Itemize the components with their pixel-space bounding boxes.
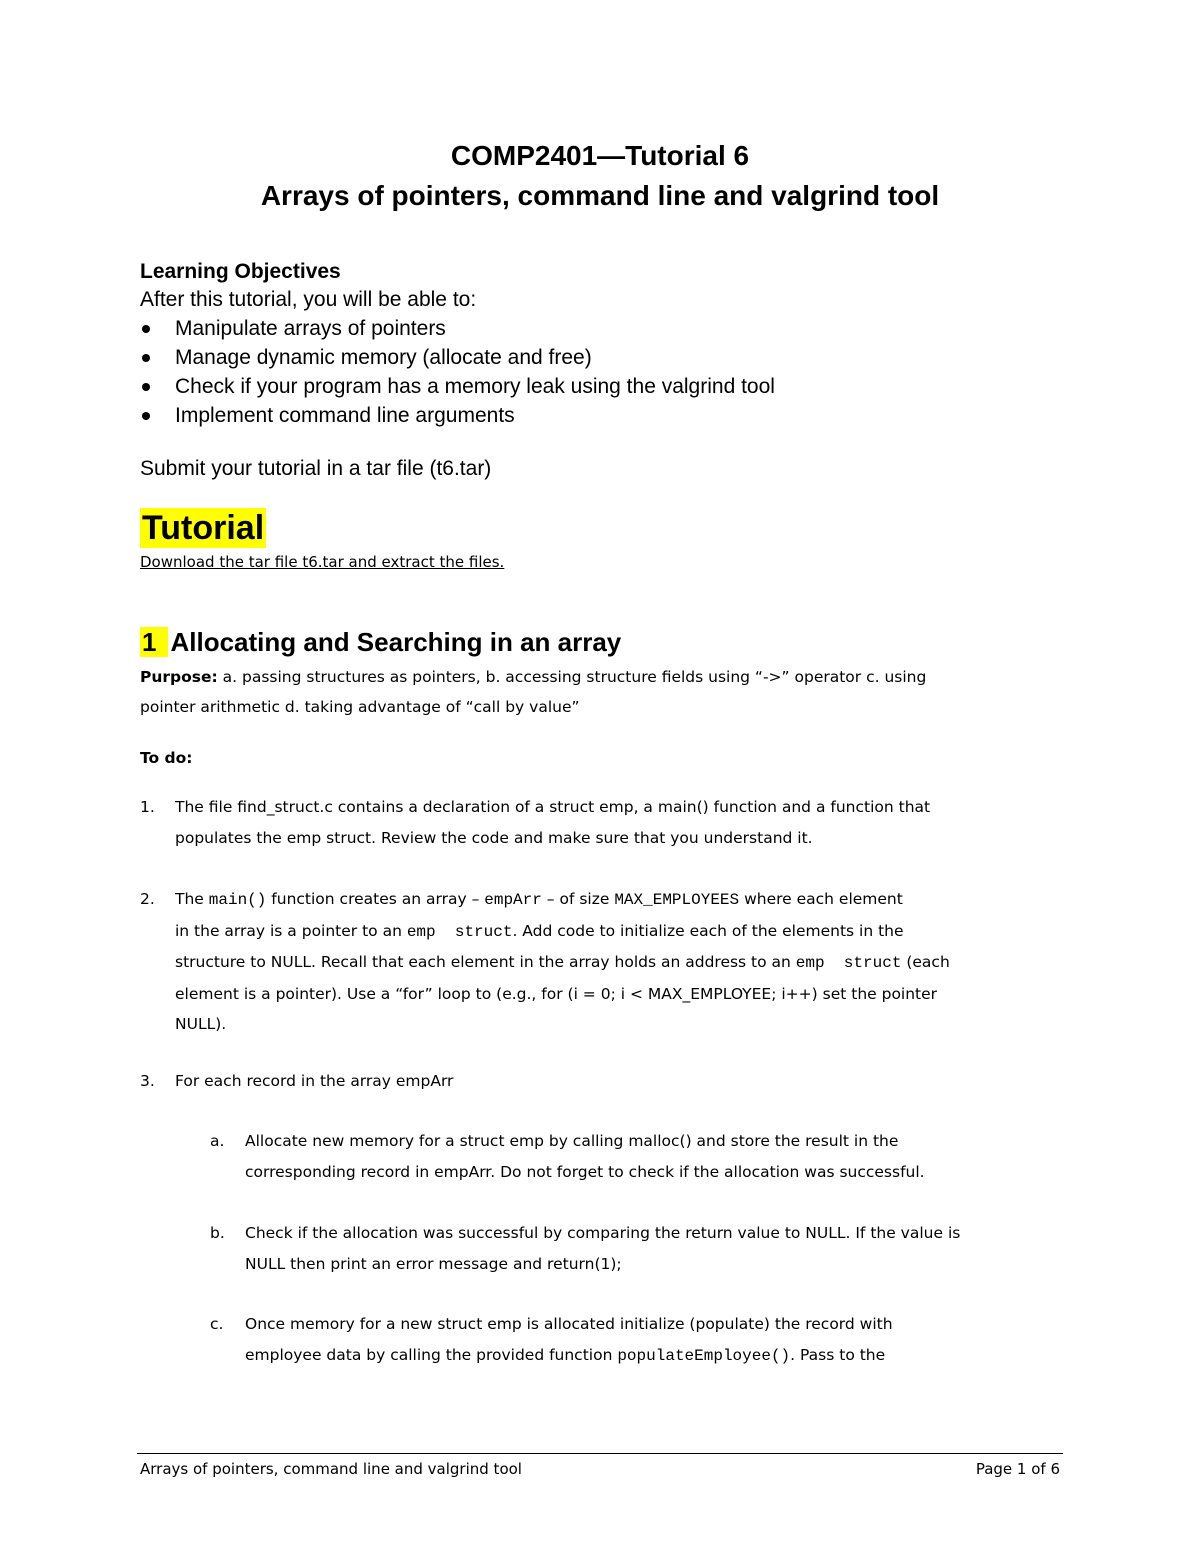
purpose-paragraph: Purpose: a. passing structures as pointers, b. accessing structure fields using “->” operator c. using pointer arithmetic d. taking advantage of “call by value” [140,668,927,716]
document-title: COMP2401—Tutorial 6 [450,140,750,171]
code-emparr: empArr [484,891,542,909]
substep-marker: a. [210,1132,225,1150]
tutorial-heading: Tutorial [142,509,265,547]
document-page: COMP2401—Tutorial 6 Arrays of pointers, command line and valgrind tool Learning Objectives After this tutorial, you will be able to: Manipulate arrays of pointers Manage dynamic memory (allocate and free) Check if your program has a memory leak using the valgrind tool Implement command line arguments Submit your tutorial in a tar file (t6.tar) Tutorial Download the tar file t6.tar and extract the files. 1 Allocating and Searching in an array Purpose: a. passing structures as pointers, b. accessing structure fields using “->” operator c. using pointer arithmetic d. taking advantage of “call by value” To do: 1. The file find_struct.c contains a declaration of a struct emp, a main() function and a function that populates the emp struct. Review the code and make sure that you understand it. 2. The main() function creates an array – empArr – of size MAX_EMPLOYEES where each element in the array is a pointer to an emp struct. Add code to initialize each of the elements in the structure to NULL. Recall that each element in the array holds an address to an emp struct (each element is a pointer). Use a “for” loop to (e.g., for (i = 0; i < MAX_EMPLOYEE; i++) set the pointer NULL). 3. For each record in the array empArr a. Allocate new memory for a struct emp by calling malloc() and store the result in the corresponding record in empArr. Do not forget to check if the allocation was successful. b. Check if the allocation was successful by comparing the return value to NULL. If the value is NULL then print an error message and return(1); c. Once memory for a new struct emp is allocated initialize (populate) the record with employee data by calling the provided function populateEmployee(). Pass to the Arrays of pointers, command line and valgrind tool Page 1 of 6 [0,0,1200,1553]
code-populate-employee: populateEmployee() [617,1346,791,1365]
bullet-icon [142,383,150,391]
bullet-icon [142,354,150,362]
substep-marker: b. [210,1224,225,1242]
bullet-icon [142,412,150,420]
page-number: Page 1 of 6 [975,1460,1060,1478]
step-marker: 3. [140,1072,155,1090]
substep-marker: c. [210,1315,224,1333]
objectives-list [140,316,775,432]
step-marker: 1. [140,798,155,816]
code-max-employees: MAX_EMPLOYEES [614,891,740,909]
download-instructions: Download the tar file t6.tar and extract the files. [140,553,505,571]
section-title: Allocating and Searching in an array [170,627,622,657]
step-marker: 2. [140,890,155,908]
footer-divider [137,1453,1063,1454]
section-number: 1 [140,627,168,657]
objectives-intro: After this tutorial, you will be able to: [140,288,477,311]
purpose-label: Purpose: [140,668,218,686]
objective-item: Manipulate arrays of pointers [140,316,775,345]
objective-item: Check if your program has a memory leak using the valgrind tool [140,374,775,403]
bullet-icon [142,325,150,333]
code-emp-struct: emp struct [795,954,902,972]
todo-label: To do: [140,749,193,767]
submit-instructions: Submit your tutorial in a tar file (t6.tar) [140,457,492,480]
objectives-heading: Learning Objectives [140,260,341,283]
objective-item: Implement command line arguments [140,403,775,432]
document-subtitle: Arrays of pointers, command line and valgrind tool [260,180,940,211]
section-1-heading [140,625,621,659]
code-main: main() [208,891,267,909]
objective-item: Manage dynamic memory (allocate and free) [140,345,775,374]
code-emp-struct: emp struct [406,922,513,941]
footer-title: Arrays of pointers, command line and valgrind tool [140,1460,522,1478]
